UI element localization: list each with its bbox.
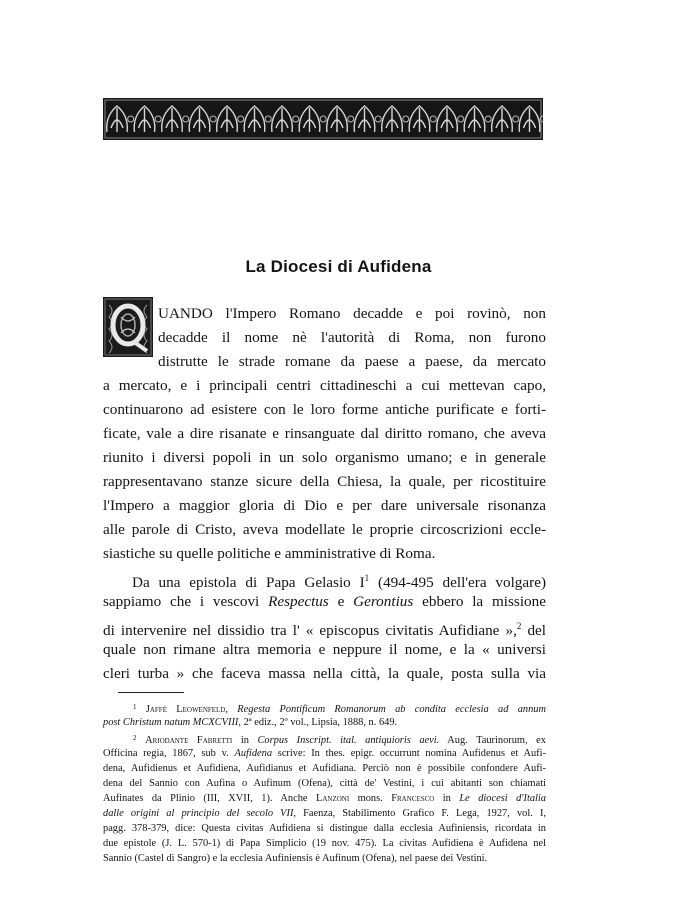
work-title: Aufidena [234,748,273,759]
footnote-line [103,746,546,761]
text-line: ficate, vale a dire risanate e rinsanguate dal diritto romano, che aveva [103,425,546,442]
footnote-text: in [434,793,460,804]
footnote-mark: 1 [133,703,137,711]
footnote-divider [118,692,184,693]
ornamental-frieze-icon [103,98,543,140]
work-title: Le diocesi d'Italia [459,793,547,804]
footnote-line: due epistole (J. L. 570-1) di Papa Simplicio (19 nov. 475). La civitas Aufidiena è Aufidena nel [103,838,546,849]
footnote-text: Aufinates da Plinio (III, XVII, 1). Anche [103,793,316,804]
text-line: siastiche su quelle politiche e amministrative di Roma. [103,545,436,562]
footnote-ref: 1 [364,573,370,583]
text-line [103,614,546,638]
italic-name: Gerontius [353,593,414,610]
author: Jaffè Leowenfeld, [145,704,228,715]
text-line [158,302,546,326]
frieze-motif [134,106,161,132]
text-line [103,590,546,614]
frieze-motif [162,106,189,132]
frieze-motif [464,106,491,132]
frieze-motif [519,106,543,132]
footnote-text: in [232,735,258,746]
frieze-motif [244,106,271,132]
text-line: riunito i diversi popoli in un solo organismo umano; e in generale [103,449,546,466]
footnote-ref: 2 [516,621,522,631]
line-text: del [521,622,546,639]
footnote-mark: 2 [133,734,137,742]
frieze-motif [107,106,134,132]
footnote-line: dena, Aufidienus et Aufidiena, Aufidianus et Aufidiana. Perciò non è possibile confondere Aufi- [103,763,546,774]
footnote-text: 2ª ediz., 2º vol., Lipsia, 1888, n. 649. [240,717,398,728]
text-line: decadde il nome nè l'autorità di Roma, non furono [158,329,546,346]
footnote-line: Sannio (Castel di Sangro) e la ecclesia Aufiniensis è Aufinum (Ofena), nel paese dei Vestini. [103,853,488,864]
frieze-motif [189,106,216,132]
frieze-motif [492,106,519,132]
line-text: l'Impero Romano decadde e poi rovinò, non [212,305,546,322]
author: Francesco [391,793,435,804]
frieze-motif [409,106,436,132]
frieze-motif [299,106,326,132]
footnote-line [103,715,546,730]
footnote-text: scrive: In thes. epigr. occurrunt nomina Aufidenus et Aufi- [272,748,546,759]
italic-name: Respectus [268,593,329,610]
frieze-motif [437,106,464,132]
line-text: Da una epistola di Papa Gelasio I [132,574,365,591]
frieze-motif [217,106,244,132]
footnote-text: mons. [349,793,392,804]
illuminated-q-icon [103,297,153,357]
text-line: quale non rimane altra memoria e neppure il nome, e la « universi [103,641,546,658]
footnote-line: pagg. 378-379, dice: Questa civitas Aufidiena si distingue dalla ecclesia Aufiniensis, ricordata in [103,823,546,834]
frieze-motif [272,106,299,132]
footnote-text: Faenza, Stabilimento Grafico F. Lega, 1927, vol. I, [296,808,547,819]
text-line: distrutte le strade romane da paese a paese, da mercato [158,353,546,370]
work-title: post Christum natum MCXCVIII, [103,717,241,728]
text-line: l'Impero a maggior gloria di Dio e per dare universale risonanza [103,497,546,514]
line-text: di intervenire nel dissidio tra l' « episcopus civitatis Aufidiane », [103,622,517,639]
author: Ariodante Fabretti [145,735,233,746]
page-title: La Diocesi di Aufidena [245,257,432,276]
author: Lanzoni [316,793,350,804]
footnote-line: dena del Sannio con Aufina o Aufinum (Ofena), città de' Vestini, i cui abitanti son chiamati [103,778,546,789]
line-text: (494-495 dell'era volgare) [369,574,546,591]
footnote-text: Aug. Taurinorum, ex [439,735,546,746]
footnote-line [103,791,546,806]
work-title: Corpus Inscript. ital. antiquioris aevi. [257,735,440,746]
text-line: alle parole di Cristo, aveva modellate le proprie circoscrizioni eccle- [103,521,546,538]
frieze-motif [354,106,381,132]
footnote-line [103,731,546,746]
text-line: continuarono ad esistere con le loro forme antiche purificate e forti- [103,401,546,418]
line-text: e [328,593,354,610]
frieze-motif [382,106,409,132]
work-title: dalle origini al principio del secolo VII, [103,808,297,819]
frieze-motif [327,106,354,132]
footnote-text: Officina regia, 1867, sub v. [103,748,235,759]
line-text: ebbero la missione [413,593,546,610]
footnote-line [103,806,546,821]
line-text: sappiamo che i vescovi [103,593,269,610]
text-line: a mercato, e i principali centri cittadineschi a cui mettevan capo, [103,377,546,394]
text-line [103,566,546,590]
dropcap-lead-word: UANDO [158,305,213,322]
work-title: Regesta Pontificum Romanorum ab condita ecclesia ad annum [228,704,546,715]
footnote-line [103,700,546,715]
text-line: rappresentavano stanze sicure della Chiesa, la quale, per ricostituire [103,473,546,490]
text-line: cleri turba » che faceva massa nella città, la quale, posta sulla via [103,665,546,682]
